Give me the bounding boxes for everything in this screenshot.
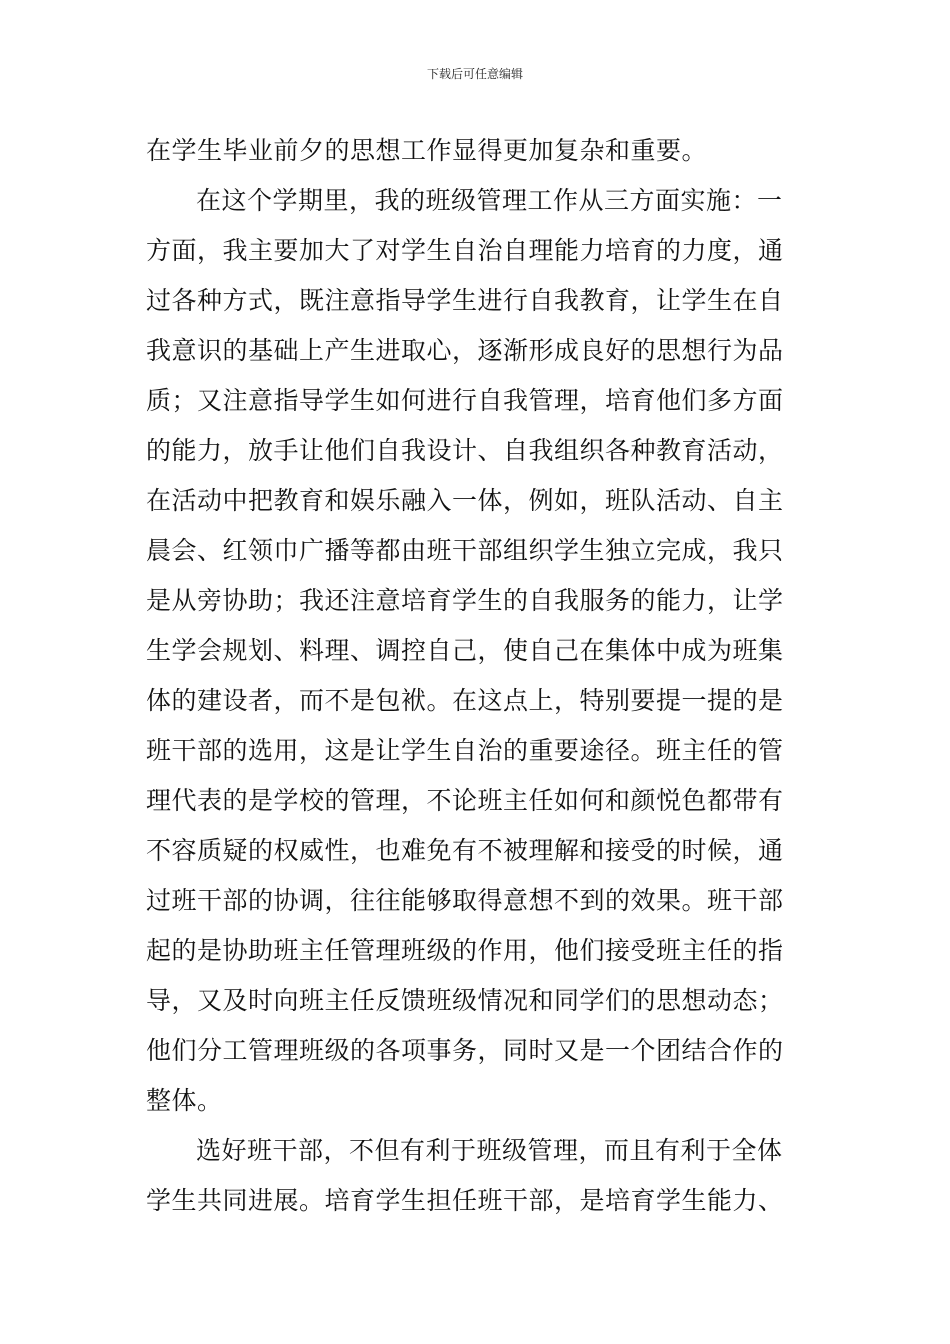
text-line: 在活动中把教育和娱乐融入一体，例如，班队活动、自主 xyxy=(146,486,784,515)
text-line: 的能力，放手让他们自我设计、自我组织各种教育活动， xyxy=(146,436,784,465)
text-line: 导，又及时向班主任反馈班级情况和同学们的思想动态； xyxy=(146,986,784,1015)
text-line: 不容质疑的权威性，也难免有不被理解和接受的时候，通 xyxy=(146,836,784,865)
text-line: 起的是协助班主任管理班级的作用，他们接受班主任的指 xyxy=(146,936,784,965)
text-line: 晨会、红领巾广播等都由班干部组织学生独立完成，我只 xyxy=(146,536,784,565)
text-line: 学生共同进展。培育学生担任班干部，是培育学生能力、 xyxy=(146,1186,784,1215)
text-line: 整体。 xyxy=(146,1086,223,1115)
text-line: 在学生毕业前夕的思想工作显得更加复杂和重要。 xyxy=(146,136,708,165)
paragraph-first-line: 选好班干部，不但有利于班级管理，而且有利于全体 xyxy=(196,1136,783,1165)
text-line: 生学会规划、料理、调控自己，使自己在集体中成为班集 xyxy=(146,636,784,665)
text-line: 是从旁协助；我还注意培育学生的自我服务的能力，让学 xyxy=(146,586,784,615)
text-line: 过各种方式，既注意指导学生进行自我教育，让学生在自 xyxy=(146,286,784,315)
text-line: 班干部的选用，这是让学生自治的重要途径。班主任的管 xyxy=(146,736,784,765)
text-line: 方面，我主要加大了对学生自治自理能力培育的力度，通 xyxy=(146,236,784,265)
text-line: 理代表的是学校的管理，不论班主任如何和颜悦色都带有 xyxy=(146,786,784,815)
text-line: 体的建设者，而不是包袱。在这点上，特别要提一提的是 xyxy=(146,686,784,715)
text-line: 过班干部的协调，往往能够取得意想不到的效果。班干部 xyxy=(146,886,784,915)
page-header-note: 下载后可任意编辑 xyxy=(426,67,523,81)
text-line: 他们分工管理班级的各项事务，同时又是一个团结合作的 xyxy=(146,1036,784,1065)
text-line: 我意识的基础上产生进取心，逐渐形成良好的思想行为品 xyxy=(146,336,784,365)
text-line: 质；又注意指导学生如何进行自我管理，培育他们多方面 xyxy=(146,386,784,415)
paragraph-first-line: 在这个学期里，我的班级管理工作从三方面实施：一 xyxy=(196,186,783,215)
